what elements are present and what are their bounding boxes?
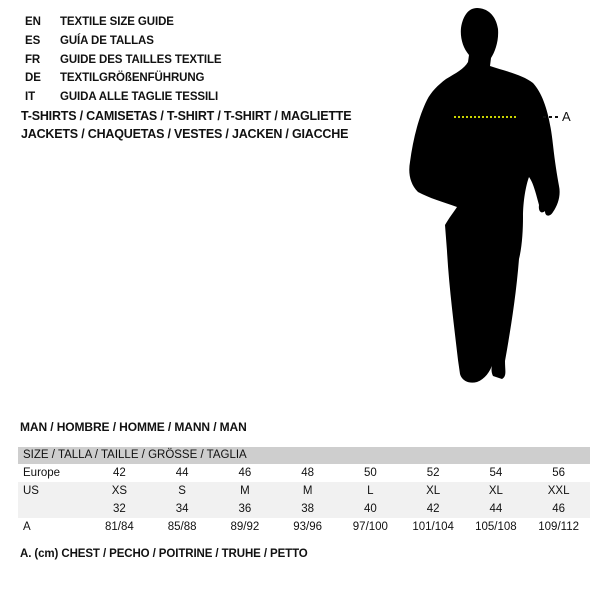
language-code: FR	[25, 53, 41, 66]
table-cell: 109/112	[538, 521, 579, 533]
language-code: EN	[25, 16, 41, 28]
table-cell: 44	[175, 467, 189, 479]
language-text: GUÍA DE TALLAS	[60, 34, 154, 47]
man-silhouette-image	[405, 5, 565, 390]
table-cell: 52	[426, 467, 440, 479]
table-cell: XS	[111, 485, 128, 497]
table-cell: XXL	[547, 485, 570, 497]
size-table-body	[18, 464, 590, 536]
table-cell: 32	[112, 503, 126, 515]
section-title: MAN / HOMBRE / HOMME / MANN / MAN	[20, 420, 247, 434]
table-cell: M	[302, 485, 313, 497]
size-table	[18, 447, 590, 536]
table-cell: 93/96	[293, 521, 323, 533]
language-list	[25, 13, 222, 107]
chest-measure-dashed-line	[454, 116, 517, 118]
man-silhouette-shape	[409, 8, 559, 383]
table-cell: 105/108	[475, 521, 517, 533]
table-cell: 46	[552, 503, 566, 515]
language-text: GUIDE DES TAILLES TEXTILE	[60, 53, 222, 66]
table-cell: 56	[552, 467, 566, 479]
row-label	[18, 500, 88, 518]
category-line-tshirts: T-SHIRTS / CAMISETAS / T-SHIRT / T-SHIRT / MAGLIETTE	[21, 109, 352, 123]
measurement-footnote: A. (cm) CHEST / PECHO / POITRINE / TRUHE / PETTO	[20, 548, 308, 560]
table-cell: 81/84	[104, 521, 134, 533]
category-list	[21, 107, 351, 143]
language-code: DE	[25, 72, 41, 85]
table-cell: 89/92	[230, 521, 260, 533]
table-cell: XL	[426, 485, 441, 497]
table-cell: XL	[488, 485, 503, 497]
table-cell: 54	[489, 467, 503, 479]
chest-measure-callout-dashes	[543, 116, 560, 118]
table-cell: 48	[301, 467, 315, 479]
language-text: TEXTILGRÖßENFÜHRUNG	[60, 72, 205, 85]
table-cell: 85/88	[167, 521, 197, 533]
row-label: US	[23, 485, 39, 497]
row-label: A	[23, 521, 31, 533]
table-cell: 40	[363, 503, 377, 515]
table-cell: 46	[238, 467, 252, 479]
language-code: IT	[25, 91, 36, 104]
table-cell: L	[367, 485, 374, 497]
table-cell: 44	[489, 503, 503, 515]
table-cell: 36	[238, 503, 252, 515]
table-cell: S	[178, 485, 186, 497]
language-text: TEXTILE SIZE GUIDE	[60, 16, 174, 28]
table-cell: 50	[363, 467, 377, 479]
row-label: Europe	[23, 467, 61, 479]
size-table-header: SIZE / TALLA / TAILLE / GRÖSSE / TAGLIA	[18, 447, 590, 464]
language-code: ES	[25, 34, 41, 47]
table-cell: 38	[301, 503, 315, 515]
table-cell: 34	[175, 503, 189, 515]
table-cell: 42	[426, 503, 440, 515]
language-text: GUIDA ALLE TAGLIE TESSILI	[60, 91, 219, 104]
table-row	[18, 464, 590, 482]
measure-label-a: A	[562, 109, 571, 124]
table-row	[18, 482, 590, 500]
table-row	[18, 500, 590, 518]
table-cell: 101/104	[412, 521, 454, 533]
category-line-jackets: JACKETS / CHAQUETAS / VESTES / JACKEN / GIACCHE	[21, 127, 349, 141]
table-cell: M	[240, 485, 250, 497]
table-row	[18, 518, 590, 536]
table-cell: 42	[112, 467, 126, 479]
table-cell: 97/100	[352, 521, 388, 533]
